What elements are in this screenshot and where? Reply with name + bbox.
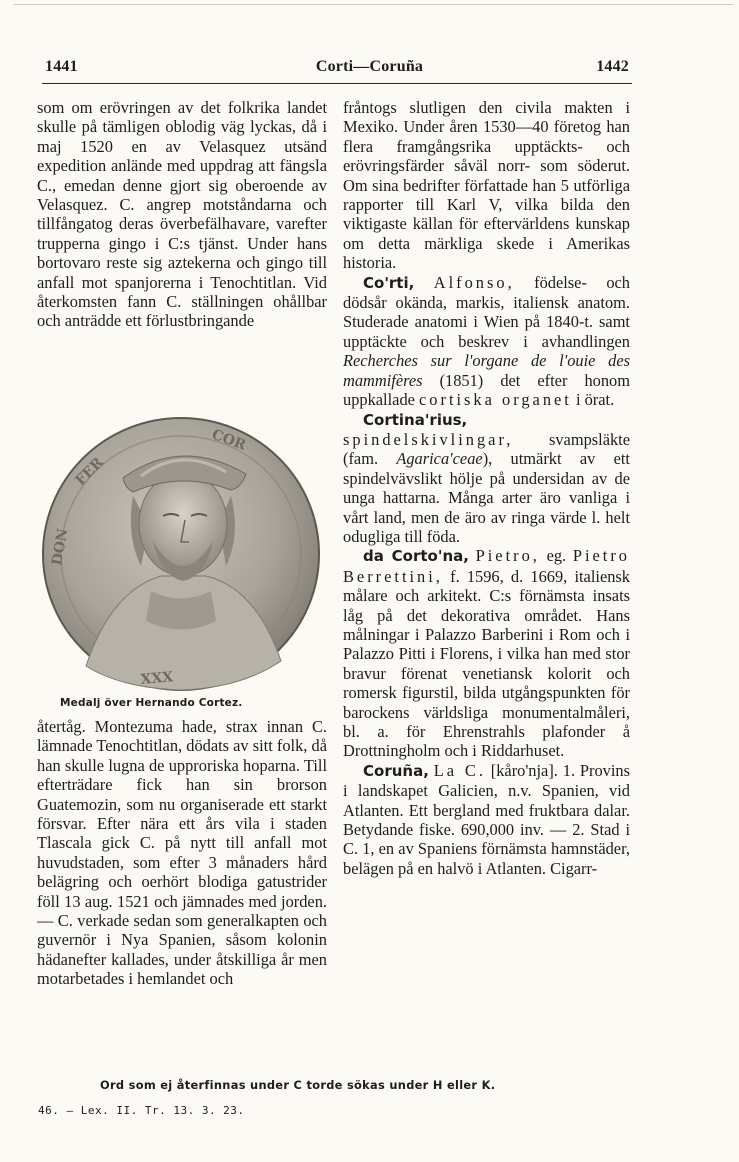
- entry-cortona: [343, 546, 630, 760]
- entry-cortinarius-text: svampsläkte (fam.: [343, 429, 630, 469]
- entry-cortinarius-headword: Cortina'rius,: [363, 410, 468, 429]
- medal-caption: Medalj över Hernando Cortez.: [60, 697, 243, 709]
- entry-cortinarius: [343, 410, 630, 547]
- entry-cortona-text2: f. 1596, d. 1669, italiensk målare och arkitekt. C:s förnämsta insats låg på det dekorativa området. Hans målningar i Palazzo Barberini i Rom och i Palazzo Pitti i Florens, i vilka han med stor bravur förenat venetiansk kolorit och romersk figurstil, bilda utgångspunkten för barockens världsliga monumentalmåleri, bl. a. för Ehrenstrahls plafonder å Drottningholm och i Riddarhuset.: [343, 566, 630, 761]
- svg-text:DON: DON: [49, 527, 72, 567]
- cortez-text-part2: återtåg. Montezuma hade, strax innan C. lämnade Tenochtitlan, dödats av sitt folk, då han skulle lugna de upproriska hoparna. Till efterträdare fick han sin brorson Guatemozin, som nu organiserade ett starkt försvar. Efter nära ett års vila i staden Tlascala gick C. på nytt till anfall mot huvudstaden, som efter 3 månaders hård belägring och oerhört blodiga gatustrider föll 13 aug. 1521 och jämnades med jorden. — C. verkade sedan som generalkapten och guvernör i Nya Spanien, såsom kolonin hädanefter kallades, under åtskilliga år men motarbetades i hemlandet och: [37, 717, 327, 989]
- entry-cortona-text: eg.: [539, 546, 573, 566]
- entry-cortona-headword: da Corto'na,: [363, 547, 469, 566]
- svg-text:FER: FER: [72, 454, 107, 489]
- right-page-number: 1442: [596, 58, 629, 75]
- svg-text:COR: COR: [209, 426, 248, 454]
- entry-coruna: [343, 761, 630, 878]
- page-edge-line: [14, 4, 733, 5]
- entry-coruna-headword: Coruña,: [363, 761, 429, 780]
- header-rule: [42, 83, 632, 84]
- cortez-text-part3: fråntogs slutligen den civila makten i Mexiko. Under åren 1530—40 företog han flera framgångsrika upptäckts- och erövringsfärder såväl norr- som söderut. Om sina bedrifter författade han 5 utförliga rapporter till Karl V, vilka bilda den viktigaste källan för eftervärldens kunskap om detta märkliga skede i Amerikas historia.: [343, 98, 630, 273]
- cortez-text-part1: som om erövringen av det folkrika landet skulle på tämligen oblodig väg lyckas, då i maj 1520 en av Velasquez utsänd expedition anlände med uppdrag att fängsla C., emedan denne gjort sig oberoende av Velasquez. C. angrep motståndarna och tillfångatog deras överbefälhavare, varefter trupperna gingo i C:s tjänst. Under hans bortovaro reste sig aztekerna och gingo till anfall mot spanjorerna i Tenochtitlan. Vid återkomsten fann C. ställningen ohållbar och anträdde ett förlustbringande: [37, 98, 327, 331]
- entry-corti-text2: (1851) det efter honom uppkallade: [343, 370, 630, 410]
- entry-corti-name: Alfonso,: [433, 272, 515, 292]
- entry-corti-text3: i örat.: [571, 390, 615, 410]
- entry-cortona-name: Pietro,: [475, 546, 540, 566]
- entry-corti-headword: Co'rti,: [363, 273, 415, 292]
- left-column-top: [37, 98, 327, 331]
- entry-cortinarius-family: Agarica'ceae: [396, 449, 483, 469]
- entry-corti-organ: cortiska organet: [419, 390, 572, 410]
- entry-corti-work-title: Recherches sur l'organe de l'ouie des mammifères: [343, 351, 630, 390]
- svg-text:XXX: XXX: [139, 669, 174, 688]
- entry-coruna-text: [kåro'nja]. 1. Provins i landskapet Galicien, n.v. Spanien, vid Atlanten. Ett bergland med fruktbara dalar. Betydande fiske. 690,000 inv. — 2. Stad i C. 1, en av Spaniens förnämsta hamnstäder, belägen på en halvö i Atlanten. Cigarr-: [343, 760, 630, 878]
- entry-corti-text: födelse- och dödsår okända, markis, italiensk anatom. Studerade anatomi i Wien på 1840-t. samt upptäckte och beskrev i avhandlingen: [343, 272, 630, 351]
- cross-reference-note: Ord som ej återfinnas under C torde sökas under H eller K.: [100, 1078, 496, 1092]
- right-column: [343, 98, 630, 878]
- entry-cortinarius-term: spindelskivlingar,: [343, 429, 514, 449]
- entry-cortona-realname: Pietro Berrettini,: [343, 546, 630, 586]
- entry-corti: [343, 273, 630, 410]
- medal-illustration: [41, 416, 321, 692]
- entry-cortinarius-text2: ), utmärkt av ett spindelvävslikt hölje på undersidan av de unga hattarna. Många arter äro vanliga i vårt land, men de äro av ringa värde l. helt odugliga till föda.: [343, 449, 630, 546]
- cortez-medal-image: [41, 416, 321, 692]
- left-column-bottom: [37, 717, 327, 989]
- printer-signature: 46. — Lex. II. Tr. 13. 3. 23.: [38, 1104, 245, 1117]
- entry-coruna-name: La C.: [433, 760, 486, 780]
- left-page-number: 1441: [45, 58, 78, 75]
- running-title: Corti—Coruña: [315, 58, 424, 75]
